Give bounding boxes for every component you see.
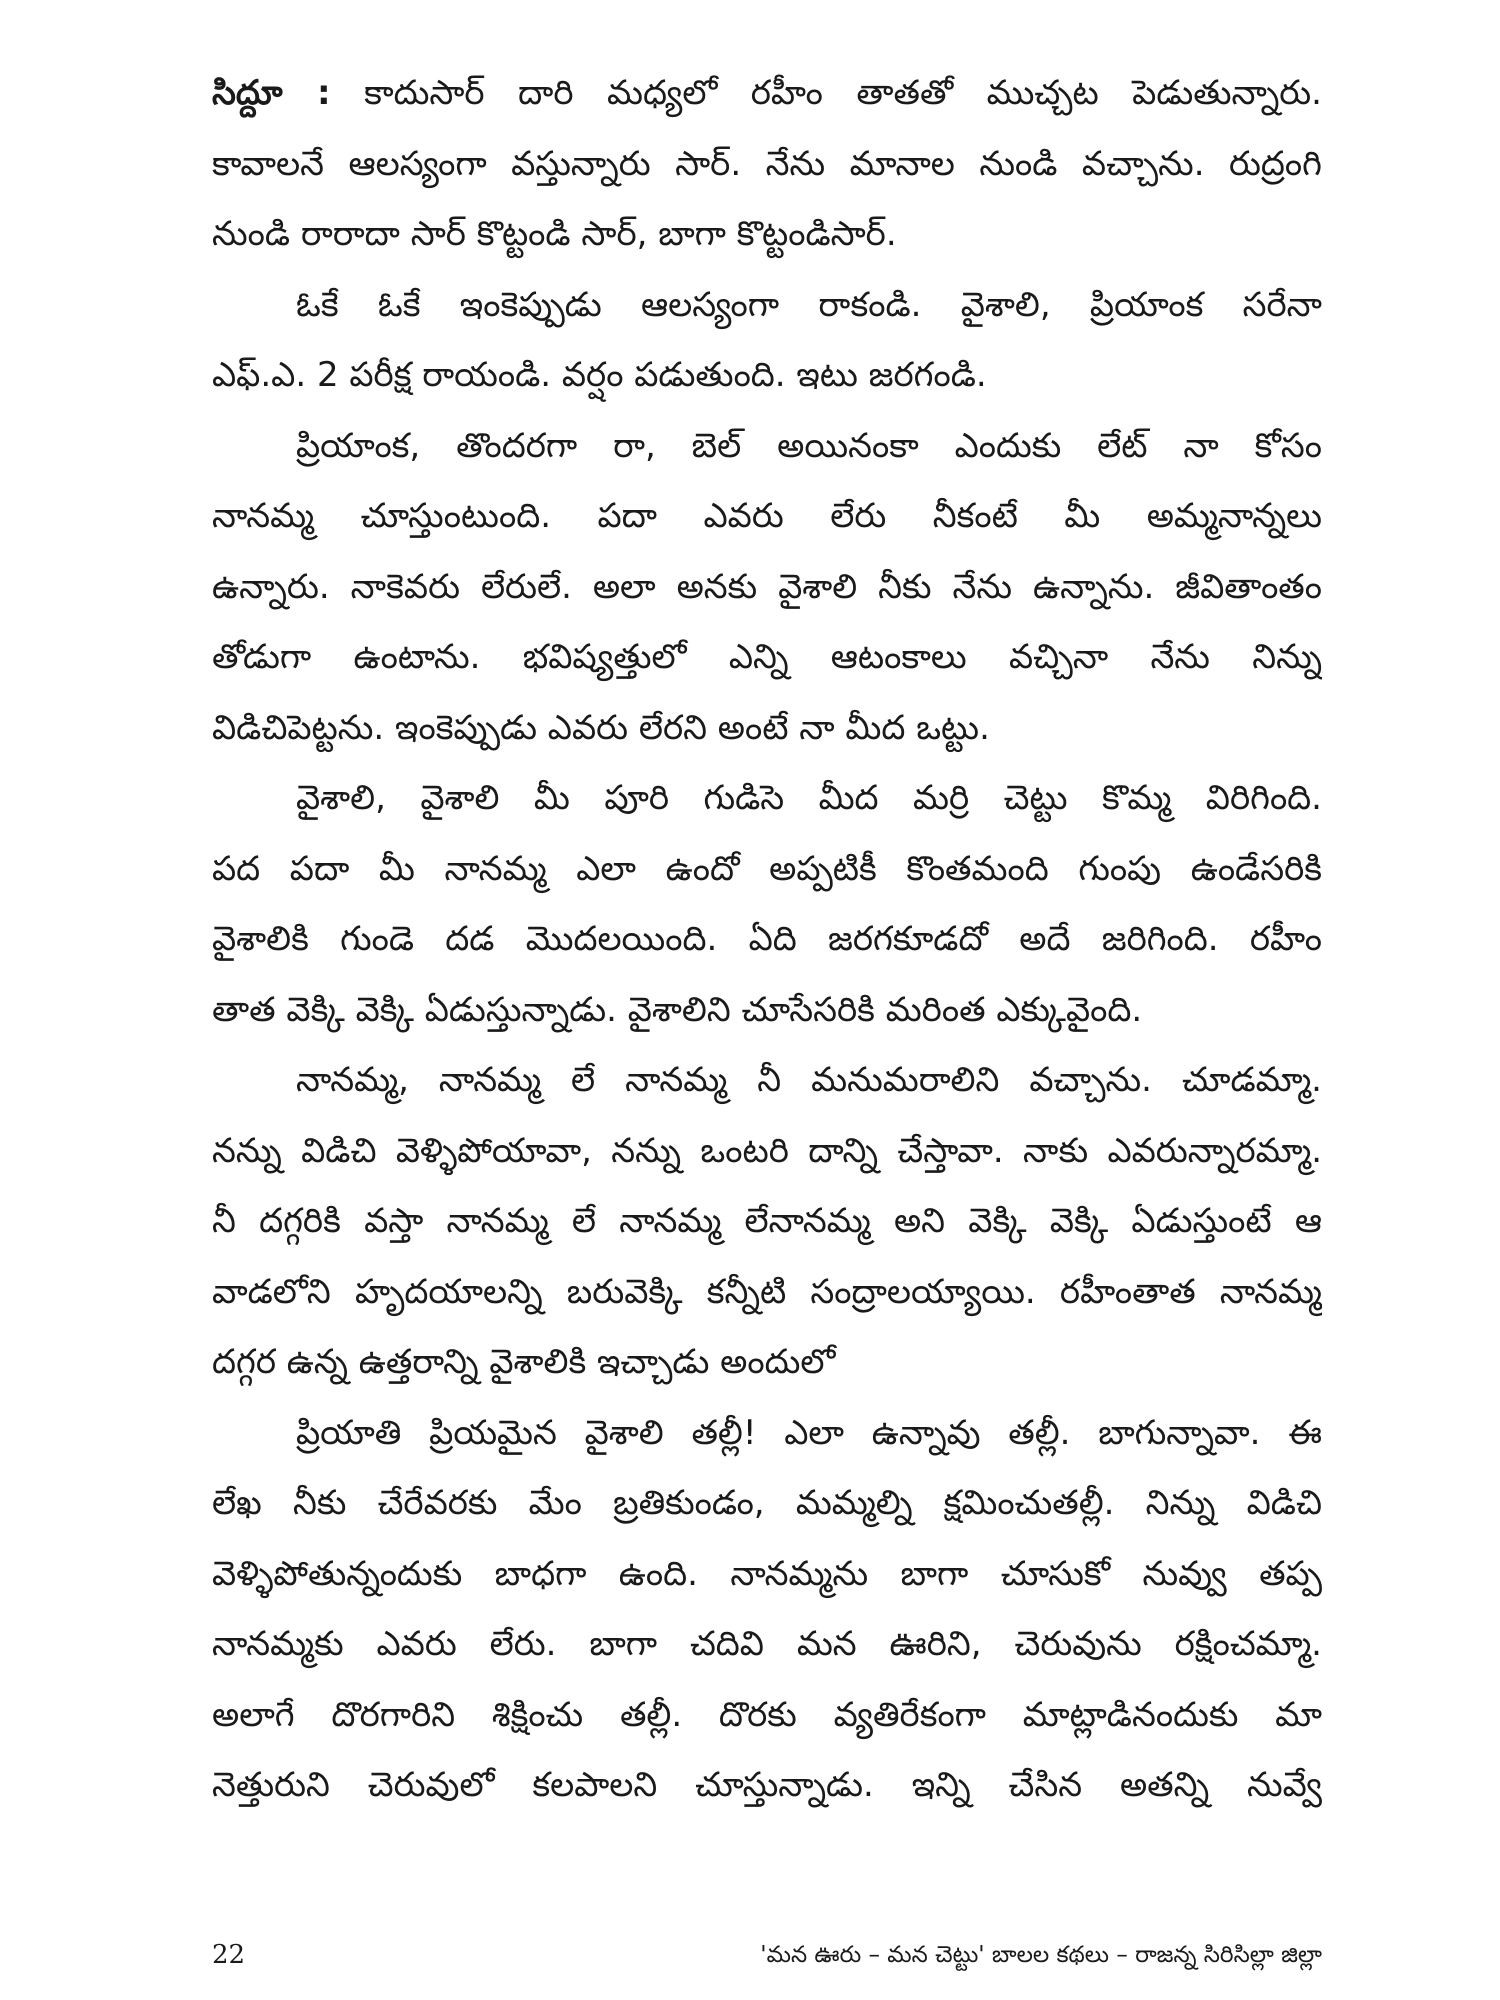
paragraph-start-line: ప్రియాంక, తొందరగా రా, బెల్ అయినంకా ఎందుకు లేట్ నా కోసం [296,425,1322,466]
text-line: విడిచిపెట్టను. ఇంకెప్పుడు ఎవరు లేరని అంటే నా మీద ఒట్టు. [212,707,990,748]
text-line: లేఖ నీకు చేరేవరకు మేం బ్రతికుండం, మమ్మల్ని క్షమించుతల్లీ. నిన్ను విడిచి [212,1483,1322,1523]
paragraph-start-line: ఓకే ఓకే ఇంకెప్పుడు ఆలస్యంగా రాకండి. వైశాలి, ప్రియాంక సరేనా [296,284,1322,325]
text-line: కావాలనే ఆలస్యంగా వస్తున్నారు సార్. నేను మానాల నుండి వచ్చాను. రుద్రంగి [212,143,1322,184]
book-title: 'మన ఊరు – మన చెట్టు' బాలల కథలు – రాజన్న సిరిసిల్లా జిల్లా [760,1942,1322,1968]
text-line: ఉన్నారు. నాకెవరు లేరులే. అలా అనకు వైశాలి నీకు నేను ఉన్నాను. జీవితాంతం [212,566,1322,607]
text-line: తోడుగా ఉంటాను. భవిష్యత్తులో ఎన్ని ఆటంకాలు వచ్చినా నేను నిన్ను [212,637,1322,677]
text-line: నానమ్మకు ఎవరు లేరు. బాగా చదివి మన ఊరిని, చెరువును రక్షించమ్మా. [212,1624,1322,1664]
text-line: తాత వెక్కి వెక్కి ఏడుస్తున్నాడు. వైశాలిని చూసేసరికి మరింత ఎక్కువైంది. [212,989,1143,1030]
text-line: ఎఫ్.ఎ. 2 పరీక్ష రాయండి. వర్షం పడుతుంది. ఇటు జరగండి. [212,355,987,395]
line-text: కాదుసార్ దారి మధ్యలో రహీం తాతతో ముచ్చట పెడుతున్నారు. [364,73,1322,113]
text-line: నెత్తురుని చెరువులో కలపాలని చూస్తున్నాడు. ఇన్ని చేసిన అతన్ని నువ్వే [212,1765,1322,1805]
page-footer [212,1935,1322,1975]
text-line: పద పదా మీ నానమ్మ ఎలా ఉందో అప్పటికీ కొంతమంది గుంపు ఉండేసరికి [212,848,1322,889]
text-line: దగ్గర ఉన్న ఉత్తరాన్ని వైశాలికి ఇచ్చాడు అందులో [212,1342,836,1382]
text-line: వాడలోని హృదయాలన్ని బరువెక్కి కన్నీటి సంద్రాలయ్యాయి. రహీంతాత నానమ్మ [212,1271,1322,1312]
text-line [212,58,1322,129]
paragraph-start-line: ప్రియాతి ప్రియమైన వైశాలి తల్లీ! ఎలా ఉన్నావు తల్లీ. బాగున్నావా. ఈ [296,1412,1322,1453]
text-line: వెళ్ళిపోతున్నందుకు బాధగా ఉంది. నానమ్మను బాగా చూసుకో నువ్వు తప్ప [212,1553,1322,1594]
text-line: అలాగే దొరగారిని శిక్షించు తల్లీ. దొరకు వ్యతిరేకంగా మాట్లాడినందుకు మా [212,1694,1322,1735]
paragraph-start-line: నానమ్మ, నానమ్మ లే నానమ్మ నీ మనుమరాలిని వచ్చాను. చూడమ్మా. [296,1060,1322,1100]
text-line: నన్ను విడిచి వెళ్ళిపోయావా, నన్ను ఒంటరి దాన్ని చేస్తావా. నాకు ఎవరున్నారమ్మా. [212,1130,1322,1171]
text-line: వైశాలికి గుండె దడ మొదలయింది. ఏది జరగకూడదో అదే జరిగింది. రహీం [212,919,1322,959]
text-line: నుండి రారాదా సార్ కొట్టండి సార్, బాగా కొట్టండిసార్. [212,214,897,254]
text-line: నీ దగ్గరికి వస్తా నానమ్మ లే నానమ్మ లేనానమ్మ అని వెక్కి వెక్కి ఏడుస్తుంటే ఆ [212,1201,1322,1241]
text-line: నానమ్మ చూస్తుంటుంది. పదా ఎవరు లేరు నీకంటే మీ అమ్మనాన్నలు [212,496,1322,536]
body-text [212,58,1322,1821]
speaker-label: సిద్దూ : [212,73,331,113]
page-number: 22 [212,1940,246,1970]
paragraph-start-line: వైశాలి, వైశాలి మీ పూరి గుడిసె మీద మర్రి చెట్టు కొమ్మ విరిగింది. [296,778,1322,818]
